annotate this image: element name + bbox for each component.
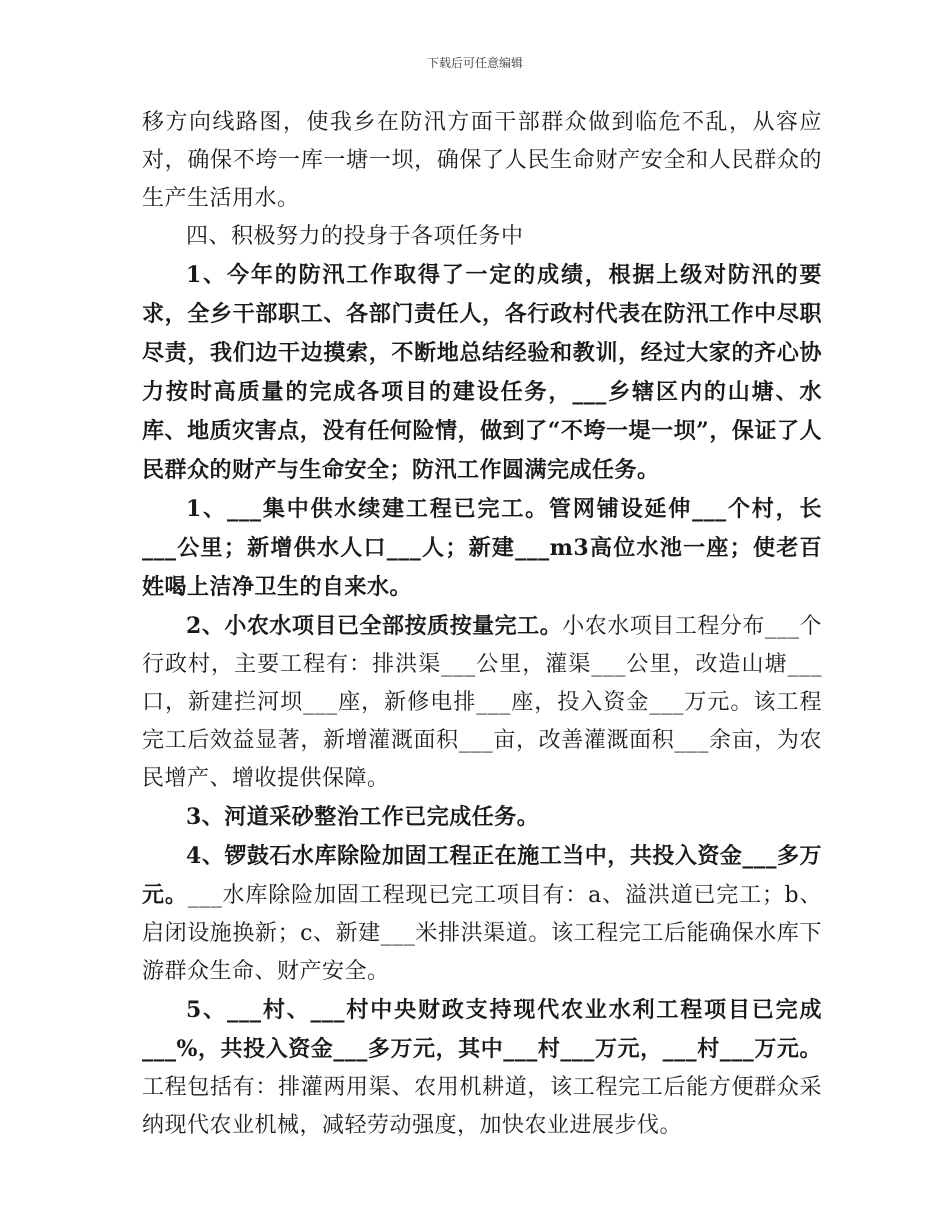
paragraph-text: 2、小农水项目已全部按质按量完工。 (186, 613, 563, 639)
paragraph (142, 104, 822, 218)
paragraph (142, 218, 822, 256)
paragraph (142, 490, 822, 607)
paragraph-text: 四、积极努力的投身于各项任务中 (186, 224, 524, 249)
paragraph (142, 798, 822, 837)
paragraph (142, 991, 822, 1145)
paragraph-text: 3、河道采砂整治工作已完成任务。 (186, 804, 540, 830)
paragraph (142, 837, 822, 991)
paragraph-text: 5、___村、___村中央财政支持现代农业水利工程项目已完成___%，共投入资金___多万元，其中___村___万元，___村___万元。 (142, 997, 822, 1062)
document-body (142, 104, 822, 1145)
paragraph-text: 4、锣鼓石水库除险加固工程正在施工当中，共投入资金___多万元。 (142, 843, 822, 908)
paragraph-text: ___水库除险加固工程现已完工项目有：a、溢洪道已完工；b、启闭设施换新；c、新建___米排洪渠道。该工程完工后能确保水库下游群众生命、财产安全。 (142, 883, 822, 984)
paragraph (142, 607, 822, 798)
page-header: 下载后可任意编辑 (426, 56, 523, 70)
paragraph-text: 移方向线路图，使我乡在防汛方面干部群众做到临危不乱，从容应对，确保不垮一库一塘一坝，确保了人民生命财产安全和人民群众的生产生活用水。 (142, 110, 822, 211)
paragraph-text: 工程包括有：排灌两用渠、农用机耕道，该工程完工后能方便群众采纳现代农业机械，减轻劳动强度，加快农业进展步伐。 (142, 1075, 822, 1138)
paragraph-text: 1、今年的防汛工作取得了一定的成绩，根据上级对防汛的要求，全乡干部职工、各部门责任人，各行政村代表在防汛工作中尽职尽责，我们边干边摸索，不断地总结经验和教训，经过大家的齐心协力按时高质量的完成各项目的建设任务，___乡辖区内的山塘、水库、地质灾害点，没有任何险情，做到了“不垮一堤一坝”，保证了人民群众的财产与生命安全；防汛工作圆满完成任务。 (142, 262, 822, 483)
paragraph (142, 256, 822, 490)
paragraph-text: 1、___集中供水续建工程已完工。管网铺设延伸___个村，长___公里；新增供水人口___人；新建___m3高位水池一座；使老百姓喝上洁净卫生的自来水。 (142, 496, 822, 600)
paragraph-text: 小农水项目工程分布___个行政村，主要工程有：排洪渠___公里，灌渠___公里，改造山塘___口，新建拦河坝___座，新修电排___座，投入资金___万元。该工程完工后效益显著，新增灌溉面积___亩，改善灌溉面积___余亩，为农民增产、增收提供保障。 (142, 614, 822, 791)
